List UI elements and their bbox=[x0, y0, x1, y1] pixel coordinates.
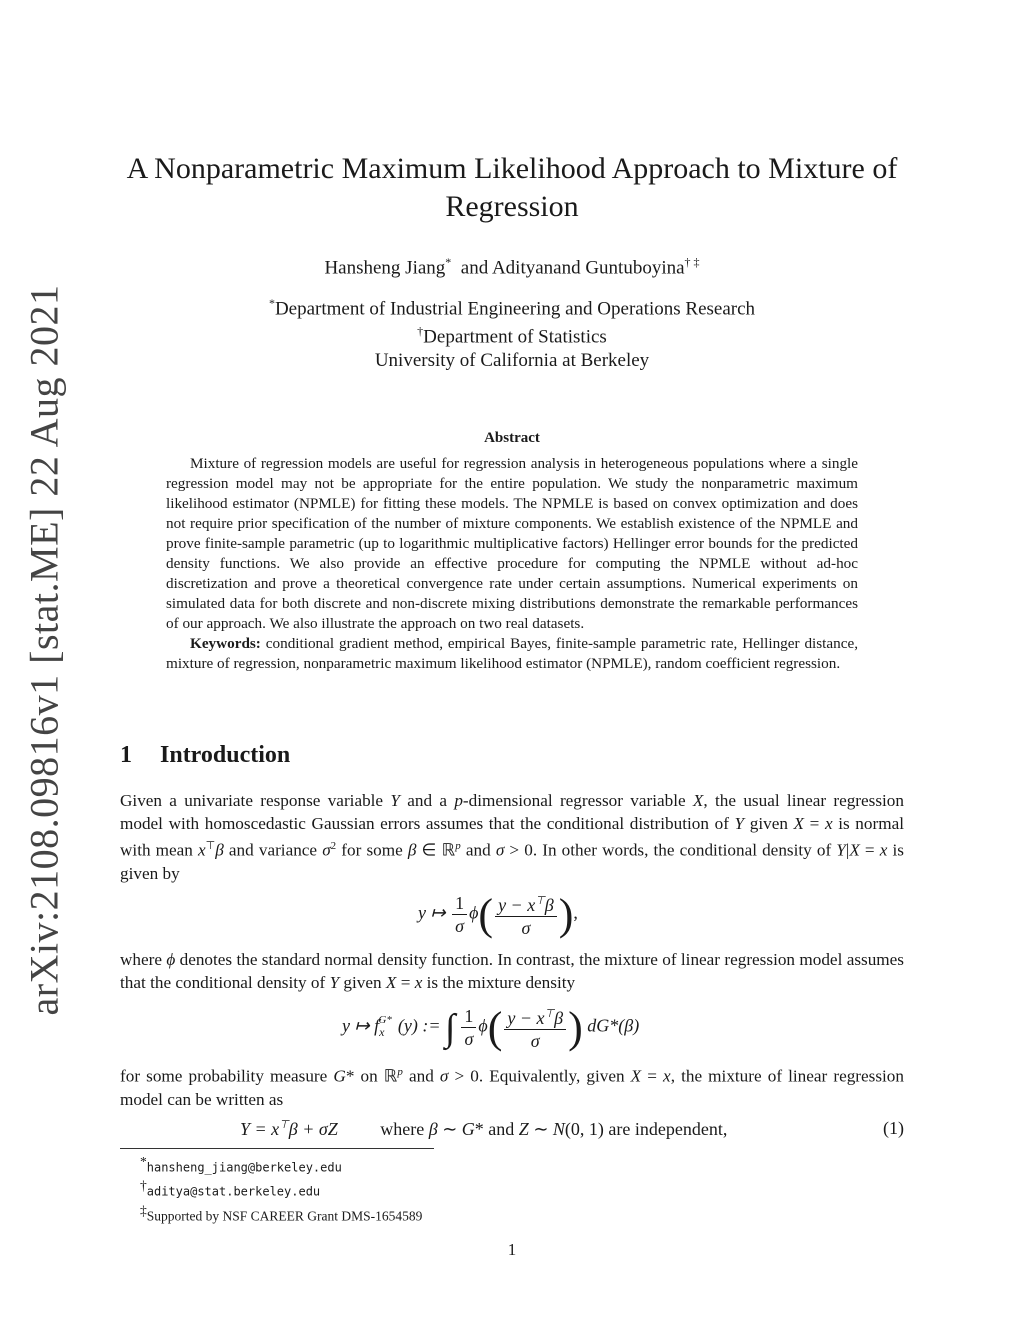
affiliation-line bbox=[120, 349, 904, 372]
section-number: 1 bbox=[120, 742, 132, 768]
equation-mixture-density: y ↦ $f_x^{G*}$ (y) := ∫ $\frac{1}{\sigma}$ ϕ( $\frac{y - x^⊤\beta}{\sigma}$ ) dG*(β) bbox=[342, 1002, 640, 1052]
affiliation-text: Department of Industrial Engineering and Operations Research bbox=[274, 298, 756, 320]
paper-title: A Nonparametric Maximum Likelihood Approach to Mixture of Regression bbox=[126, 152, 898, 223]
affiliation-mark: † bbox=[417, 324, 424, 339]
footnote-mark: ‡ bbox=[140, 1202, 147, 1218]
footnote-mark: † bbox=[140, 1178, 147, 1194]
author-connector: and bbox=[460, 257, 489, 279]
footnote bbox=[140, 1177, 422, 1201]
intro-paragraph-2: where ϕ denotes the standard normal density function. In contrast, the mixture of linear regression model assumes that the conditional density of Y given X = x is the mixture density bbox=[120, 950, 904, 992]
intro-paragraph-1: Given a univariate response variable Y and a p-dimensional regressor variable X, the usual linear regression model with homoscedastic Gaussian errors assumes that the conditional distribution of Y given X = x is normal with mean x⊤β and variance $\sigma^2$ for some β ∈ ℝ$^p$ and σ > 0. In other words, the conditional density of Y|X = x is given by bbox=[120, 791, 904, 883]
arxiv-identifier: arXiv:2108.09816v1 [stat.ME] 22 Aug 2021 bbox=[21, 284, 67, 1016]
author-name: Adityanand Guntuboyina bbox=[491, 257, 685, 279]
page-number: 1 bbox=[507, 1240, 517, 1259]
equation-number: (1) bbox=[883, 1118, 904, 1138]
affiliations bbox=[120, 292, 904, 372]
section-title: Introduction bbox=[160, 742, 291, 768]
footnote-divider bbox=[120, 1148, 434, 1149]
footnote bbox=[140, 1153, 422, 1177]
abstract-text: Mixture of regression models are useful for regression analysis in heterogeneous populations where a single regression model may not be appropriate for the entire population. We study the nonparametric maximum likelihood estimator (NPMLE) for fitting these models. The NPMLE is based on convex optimization and does not require prior specification of the number of mixture components. We establish existence of the NPMLE and prove finite-sample parametric (up to logarithmic multiplicative factors) Hellinger error bounds for the predicted density functions. We also provide an effective procedure for computing the NPMLE without ad-hoc discretization and prove a theoretical convergence rate under certain assumptions. Numerical experiments on simulated data for both discrete and non-discrete mixing distributions demonstrate the remarkable performances of our approach. We also illustrate the approach on two real datasets. bbox=[166, 455, 858, 632]
affiliation-line bbox=[120, 320, 904, 348]
abstract-heading: Abstract bbox=[484, 430, 540, 446]
equation-conditional-density: y ↦ $\frac{1}{\sigma}$ ϕ( $\frac{y - x^⊤\beta}{\sigma}$ ), bbox=[418, 889, 578, 939]
equation-1: Y = x⊤β + σZ where β ∼ G* and Z ∼ N(0, 1) are independent, (1) bbox=[240, 1118, 904, 1139]
author-mark: † ‡ bbox=[684, 255, 700, 269]
keywords-label: Keywords: bbox=[190, 635, 261, 652]
affiliation-mark: * bbox=[268, 296, 275, 310]
footnotes bbox=[140, 1153, 422, 1226]
footnote-text: Supported by NSF CAREER Grant DMS-1654589 bbox=[146, 1207, 423, 1223]
author-mark: * bbox=[445, 255, 452, 269]
footnote-mark: * bbox=[140, 1154, 147, 1169]
keywords bbox=[166, 634, 858, 674]
author-name: Hansheng Jiang bbox=[324, 257, 446, 279]
footnote bbox=[140, 1202, 422, 1226]
footnote-email[interactable]: hansheng_jiang@berkeley.edu bbox=[146, 1160, 342, 1175]
affiliation-text: Department of Statistics bbox=[423, 326, 607, 348]
affiliation-text: University of California at Berkeley bbox=[374, 349, 650, 371]
keywords-text: conditional gradient method, empirical Bayes, finite-sample parametric rate, Hellinger distance, mixture of regression, nonparametric maximum likelihood estimator (NPMLE), random coefficient regression. bbox=[166, 635, 858, 672]
author-list bbox=[120, 250, 904, 280]
affiliation-line bbox=[120, 292, 904, 320]
section-heading bbox=[120, 742, 290, 769]
abstract-body bbox=[166, 454, 858, 674]
footnote-email[interactable]: aditya@stat.berkeley.edu bbox=[146, 1184, 321, 1199]
intro-paragraph-3: for some probability measure G* on ℝ$^p$ and σ > 0. Equivalently, given X = x, the mixture of linear regression model can be written as bbox=[120, 1066, 904, 1109]
